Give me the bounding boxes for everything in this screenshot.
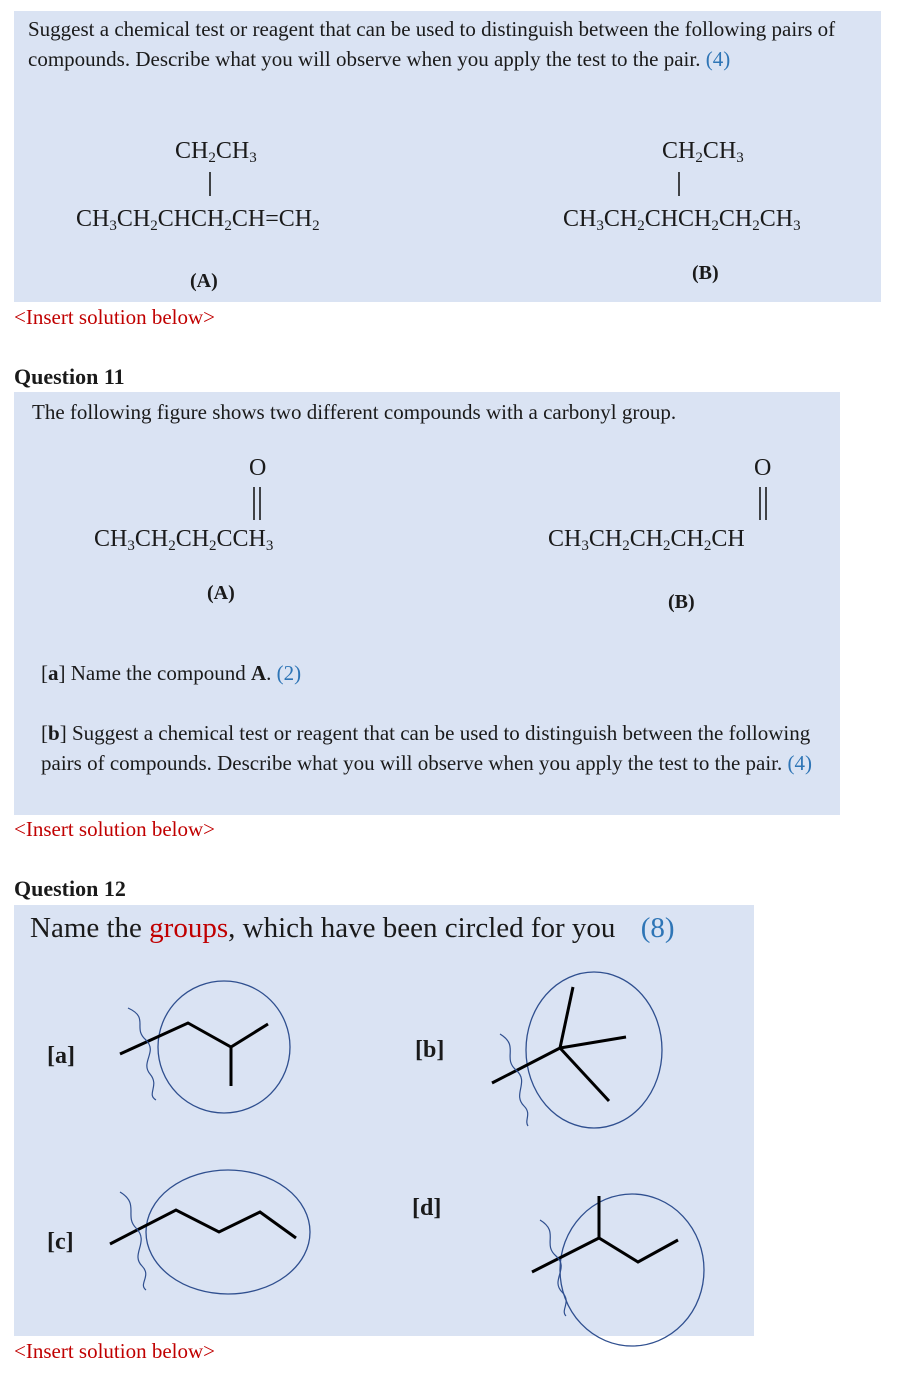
q11-b-label: (B) [668,591,695,613]
q10-prompt-text: Suggest a chemical test or reagent that can be used to distinguish between the following pairs of compounds. Describe what you will observe when you apply the test to the pair. [28,17,836,71]
q11-heading: Question 11 [14,364,125,389]
q12-marks: (8) [640,912,675,944]
q10-b-label: (B) [692,262,719,284]
q12-a-circle [158,981,290,1113]
q11-part-b-tag: b [48,721,60,745]
q10-a-branch: $CH_2CH_3$ [175,138,257,166]
q10-b-branch: $CH_2CH_3$ [662,138,744,166]
q12-label-a: [a] [47,1043,75,1069]
q12-c-structure [110,1170,310,1294]
q12-solution-prompt[interactable]: <Insert solution below> [14,1339,215,1363]
q12-label-d: [d] [412,1195,442,1221]
q11-a-main-chain: $CH_3CH_2CH_2CCH_3$ [94,526,274,554]
q11-part-a-tag: a [48,661,59,685]
q11-b-main-chain: $CH_3CH_2CH_2CH_2CH$ [548,526,745,554]
q11-a-oxygen: O [249,455,267,481]
q12-b-circle [526,972,662,1128]
q12-d-structure [532,1194,704,1346]
q11-intro: The following figure shows two different compounds with a carbonyl group. [32,400,677,424]
q12-label-c: [c] [47,1229,74,1255]
q12-heading: Question 12 [14,876,126,901]
q10-solution-prompt[interactable]: <Insert solution below> [14,305,215,329]
q11-b-oxygen: O [754,455,772,481]
q10-a-label: (A) [190,270,218,292]
q10-a-main-chain: $CH_3CH_2CHCH_2CH=CH_2$ [76,206,320,234]
q11-a-label: (A) [207,582,235,604]
q11-solution-prompt[interactable]: <Insert solution below> [14,817,215,841]
q12-a-structure [120,981,290,1113]
q10-marks: (4) [705,47,731,71]
q10-b-main-chain: $CH_3CH_2CHCH_2CH_2CH_3$ [563,206,801,234]
q11-part-b: [b] Suggest a chemical test or reagent that can be used to distinguish between the following pairs of compounds. Describe what you will observe when you apply the test to the pair. (4) [41,721,813,775]
q12-prompt: Name the groups, which have been circled for you (8) [30,912,675,944]
q12-d-circle [560,1194,704,1346]
q12-prompt-highlight: groups [149,912,229,944]
q12-b-structure [492,972,662,1128]
q11-part-a: [a] Name the compound A. (2) [41,661,302,685]
q12-label-b: [b] [415,1037,445,1063]
